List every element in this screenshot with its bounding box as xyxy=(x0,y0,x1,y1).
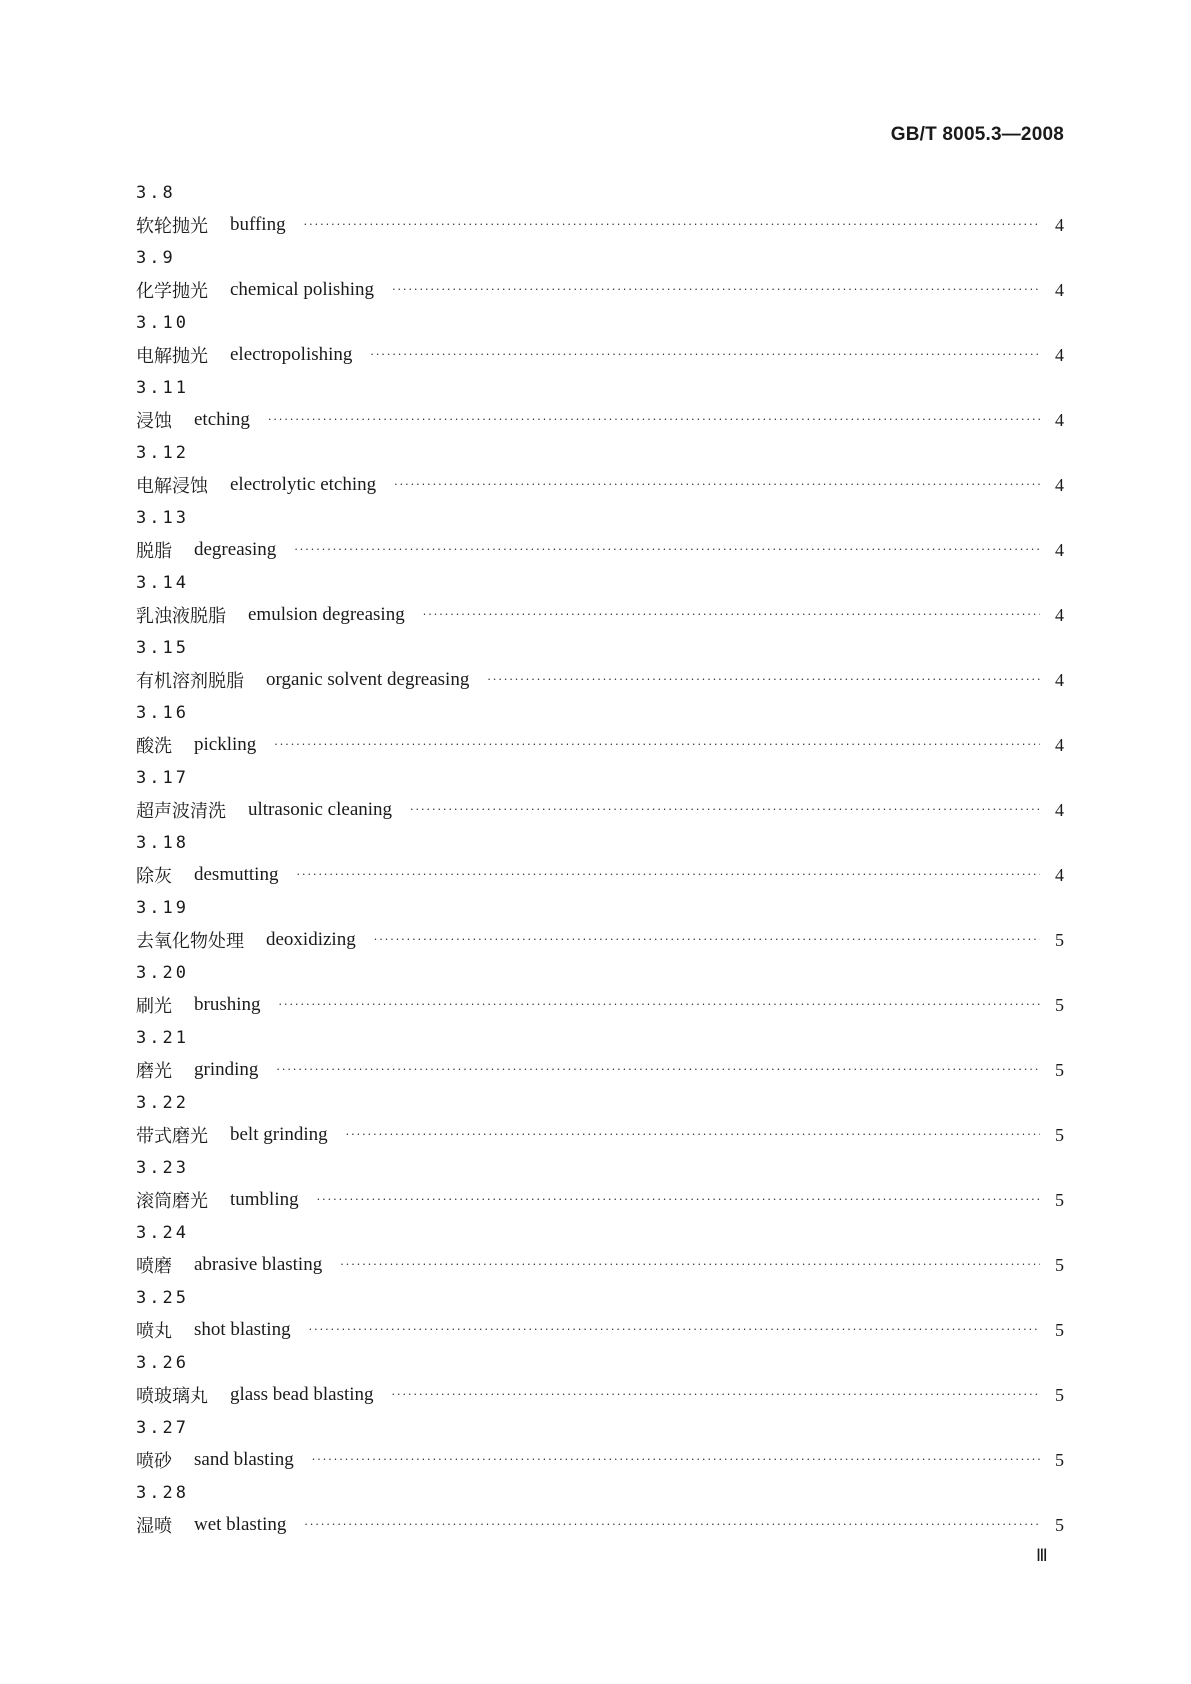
toc-dot-leader xyxy=(274,730,1040,760)
toc-dot-leader xyxy=(346,1120,1040,1150)
toc-entry-chinese-term: 湿喷 xyxy=(136,1516,172,1537)
toc-entry-english-term: chemical polishing xyxy=(230,279,375,300)
toc-entry[interactable] xyxy=(136,1153,1064,1218)
toc-dot-leader xyxy=(423,600,1040,630)
toc-entry-number: 3.23 xyxy=(136,1158,189,1178)
toc-entry-line xyxy=(136,275,1064,305)
toc-dot-leader xyxy=(309,1315,1040,1345)
toc-entry-english-term: etching xyxy=(194,409,250,430)
toc-entry[interactable] xyxy=(136,438,1064,503)
toc-entry-page-number: 4 xyxy=(1055,344,1064,365)
table-of-contents xyxy=(136,178,1064,1543)
toc-entry-english-term: tumbling xyxy=(230,1189,299,1210)
toc-entry-english-term: electrolytic etching xyxy=(230,474,377,495)
toc-entry-number: 3.11 xyxy=(136,378,189,398)
toc-entry-page-number: 4 xyxy=(1055,864,1064,885)
toc-entry-page-number: 5 xyxy=(1055,929,1064,950)
toc-entry-english-term: wet blasting xyxy=(194,1514,287,1535)
toc-entry-number: 3.28 xyxy=(136,1483,189,1503)
toc-entry[interactable] xyxy=(136,568,1064,633)
toc-entry-number: 3.25 xyxy=(136,1288,189,1308)
toc-dot-leader xyxy=(296,860,1040,890)
toc-entry-chinese-term: 软轮抛光 xyxy=(136,216,208,237)
toc-entry-chinese-term: 刷光 xyxy=(136,996,172,1017)
toc-entry[interactable] xyxy=(136,1478,1064,1543)
toc-entry-number: 3.18 xyxy=(136,833,189,853)
toc-entry-chinese-term: 滚筒磨光 xyxy=(136,1191,208,1212)
toc-entry-number: 3.9 xyxy=(136,248,176,268)
toc-entry-line xyxy=(136,1185,1064,1215)
toc-entry-english-term: brushing xyxy=(194,994,261,1015)
toc-entry-english-term: pickling xyxy=(194,734,257,755)
toc-entry-page-number: 5 xyxy=(1055,1059,1064,1080)
toc-entry-page-number: 4 xyxy=(1055,279,1064,300)
toc-entry[interactable] xyxy=(136,1023,1064,1088)
toc-dot-leader xyxy=(312,1445,1040,1475)
toc-entry[interactable] xyxy=(136,1413,1064,1478)
toc-dot-leader xyxy=(392,275,1040,305)
toc-entry-line xyxy=(136,1380,1064,1410)
toc-dot-leader xyxy=(340,1250,1040,1280)
toc-entry-chinese-term: 喷丸 xyxy=(136,1321,172,1342)
toc-entry-english-term: desmutting xyxy=(194,864,279,885)
toc-entry-number: 3.15 xyxy=(136,638,189,658)
toc-entry-chinese-term: 带式磨光 xyxy=(136,1126,208,1147)
toc-entry[interactable] xyxy=(136,1348,1064,1413)
toc-dot-leader xyxy=(374,925,1040,955)
toc-entry-chinese-term: 喷磨 xyxy=(136,1256,172,1277)
toc-entry-page-number: 5 xyxy=(1055,1254,1064,1275)
toc-entry-english-term: sand blasting xyxy=(194,1449,294,1470)
toc-dot-leader xyxy=(317,1185,1040,1215)
toc-entry-english-term: shot blasting xyxy=(194,1319,291,1340)
toc-dot-leader xyxy=(394,470,1040,500)
toc-entry-line xyxy=(136,860,1064,890)
toc-entry-page-number: 5 xyxy=(1055,1189,1064,1210)
toc-entry-page-number: 4 xyxy=(1055,604,1064,625)
toc-entry-chinese-term: 化学抛光 xyxy=(136,281,208,302)
toc-dot-leader xyxy=(304,1510,1040,1540)
toc-entry-line xyxy=(136,1120,1064,1150)
toc-entry[interactable] xyxy=(136,1088,1064,1153)
toc-entry[interactable] xyxy=(136,243,1064,308)
toc-entry-line xyxy=(136,1510,1064,1540)
toc-entry-number: 3.10 xyxy=(136,313,189,333)
toc-entry-chinese-term: 脱脂 xyxy=(136,541,172,562)
toc-entry[interactable] xyxy=(136,828,1064,893)
toc-entry-line xyxy=(136,1315,1064,1345)
toc-entry-line xyxy=(136,470,1064,500)
toc-entry-line xyxy=(136,600,1064,630)
toc-entry-line xyxy=(136,730,1064,760)
toc-entry-line xyxy=(136,1250,1064,1280)
toc-entry-english-term: glass bead blasting xyxy=(230,1384,374,1405)
toc-entry-line xyxy=(136,535,1064,565)
toc-dot-leader xyxy=(276,1055,1040,1085)
toc-entry-page-number: 4 xyxy=(1055,799,1064,820)
toc-entry-english-term: buffing xyxy=(230,214,286,235)
toc-entry[interactable] xyxy=(136,763,1064,828)
toc-entry-chinese-term: 喷砂 xyxy=(136,1451,172,1472)
toc-entry-english-term: organic solvent degreasing xyxy=(266,669,470,690)
toc-entry-chinese-term: 电解浸蚀 xyxy=(136,476,208,497)
toc-entry[interactable] xyxy=(136,958,1064,1023)
toc-entry-english-term: emulsion degreasing xyxy=(248,604,405,625)
toc-entry-page-number: 5 xyxy=(1055,1449,1064,1470)
toc-entry-line xyxy=(136,405,1064,435)
toc-entry-chinese-term: 浸蚀 xyxy=(136,411,172,432)
toc-entry-number: 3.20 xyxy=(136,963,189,983)
toc-entry[interactable] xyxy=(136,178,1064,243)
toc-entry-number: 3.21 xyxy=(136,1028,189,1048)
toc-entry-line xyxy=(136,795,1064,825)
toc-entry-chinese-term: 有机溶剂脱脂 xyxy=(136,671,244,692)
toc-entry[interactable] xyxy=(136,893,1064,958)
toc-entry-line xyxy=(136,210,1064,240)
toc-entry-page-number: 5 xyxy=(1055,1514,1064,1535)
toc-dot-leader xyxy=(410,795,1040,825)
toc-entry-english-term: grinding xyxy=(194,1059,259,1080)
toc-entry-number: 3.24 xyxy=(136,1223,189,1243)
toc-entry-english-term: electropolishing xyxy=(230,344,353,365)
toc-entry-page-number: 4 xyxy=(1055,734,1064,755)
toc-entry-chinese-term: 磨光 xyxy=(136,1061,172,1082)
toc-entry-number: 3.13 xyxy=(136,508,189,528)
toc-entry-number: 3.26 xyxy=(136,1353,189,1373)
toc-entry-number: 3.27 xyxy=(136,1418,189,1438)
toc-entry-page-number: 4 xyxy=(1055,474,1064,495)
toc-dot-leader xyxy=(487,665,1040,695)
page-folio: Ⅲ xyxy=(1036,1546,1047,1565)
toc-dot-leader xyxy=(392,1380,1040,1410)
toc-entry[interactable] xyxy=(136,373,1064,438)
toc-entry[interactable] xyxy=(136,633,1064,698)
toc-entry-number: 3.17 xyxy=(136,768,189,788)
standard-code-header: GB/T 8005.3—2008 xyxy=(890,124,1064,145)
toc-entry[interactable] xyxy=(136,503,1064,568)
toc-entry-chinese-term: 酸洗 xyxy=(136,736,172,757)
toc-entry-english-term: ultrasonic cleaning xyxy=(248,799,393,820)
toc-entry-chinese-term: 除灰 xyxy=(136,866,172,887)
toc-entry-page-number: 4 xyxy=(1055,539,1064,560)
toc-entry-page-number: 5 xyxy=(1055,1384,1064,1405)
toc-entry-number: 3.14 xyxy=(136,573,189,593)
toc-entry-page-number: 4 xyxy=(1055,409,1064,430)
toc-entry[interactable] xyxy=(136,1218,1064,1283)
toc-entry-page-number: 4 xyxy=(1055,669,1064,690)
toc-entry-line xyxy=(136,1445,1064,1475)
toc-entry-page-number: 5 xyxy=(1055,1319,1064,1340)
toc-entry[interactable] xyxy=(136,308,1064,373)
toc-entry-line xyxy=(136,925,1064,955)
toc-entry-page-number: 5 xyxy=(1055,1124,1064,1145)
toc-entry-english-term: degreasing xyxy=(194,539,277,560)
toc-entry-english-term: belt grinding xyxy=(230,1124,328,1145)
toc-entry[interactable] xyxy=(136,698,1064,763)
toc-entry-english-term: deoxidizing xyxy=(266,929,356,950)
toc-entry-line xyxy=(136,990,1064,1020)
toc-entry-number: 3.22 xyxy=(136,1093,189,1113)
toc-entry-chinese-term: 喷玻璃丸 xyxy=(136,1386,208,1407)
toc-dot-leader xyxy=(279,990,1041,1020)
toc-entry-chinese-term: 超声波清洗 xyxy=(136,801,226,822)
toc-entry-page-number: 4 xyxy=(1055,214,1064,235)
toc-entry[interactable] xyxy=(136,1283,1064,1348)
toc-dot-leader xyxy=(294,535,1040,565)
toc-entry-number: 3.8 xyxy=(136,183,176,203)
toc-entry-line xyxy=(136,340,1064,370)
toc-entry-chinese-term: 乳浊液脱脂 xyxy=(136,606,226,627)
toc-entry-chinese-term: 电解抛光 xyxy=(136,346,208,367)
toc-entry-line xyxy=(136,665,1064,695)
toc-entry-english-term: abrasive blasting xyxy=(194,1254,323,1275)
toc-dot-leader xyxy=(304,210,1040,240)
toc-entry-page-number: 5 xyxy=(1055,994,1064,1015)
toc-entry-number: 3.12 xyxy=(136,443,189,463)
toc-entry-number: 3.19 xyxy=(136,898,189,918)
toc-entry-chinese-term: 去氧化物处理 xyxy=(136,931,244,952)
toc-dot-leader xyxy=(370,340,1040,370)
toc-entry-line xyxy=(136,1055,1064,1085)
toc-entry-number: 3.16 xyxy=(136,703,189,723)
toc-dot-leader xyxy=(268,405,1040,435)
